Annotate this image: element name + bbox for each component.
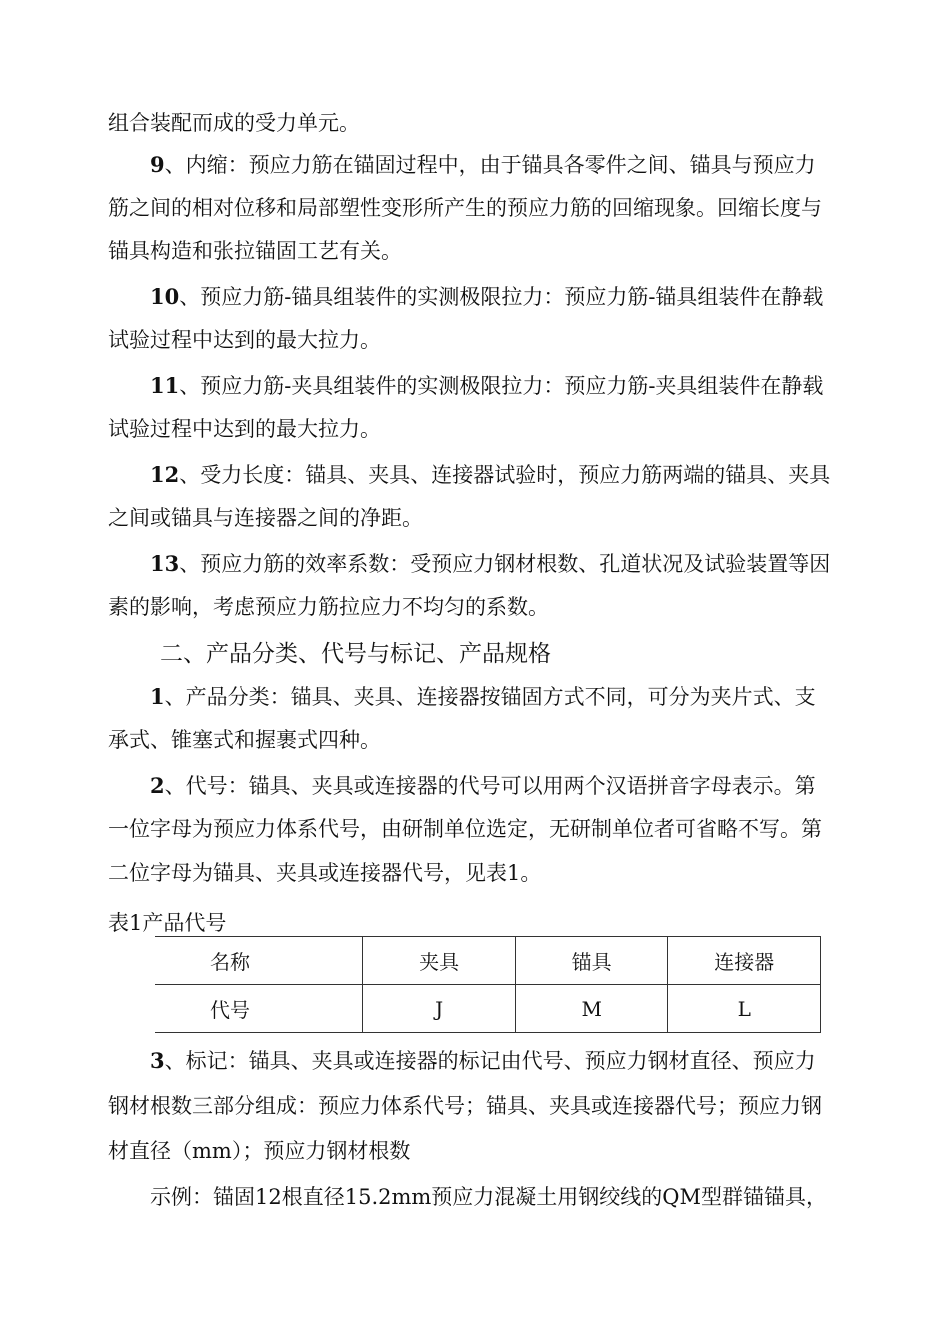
- item-number: 2: [150, 773, 165, 798]
- paragraph-line: 二位字母为锚具、夹具或连接器代号，见表1。: [108, 861, 542, 885]
- paragraph-line: 试验过程中达到的最大拉力。: [108, 417, 381, 441]
- paragraph-line: 之间或锚具与连接器之间的净距。: [108, 506, 423, 530]
- table-cell: 名称: [155, 937, 363, 985]
- table-cell: 夹具: [363, 937, 516, 985]
- table-header-row: [155, 937, 821, 985]
- table-cell: 代号: [155, 985, 363, 1033]
- paragraph-line: 试验过程中达到的最大拉力。: [108, 328, 381, 352]
- item-number: 10: [150, 284, 180, 309]
- item-number: 9: [150, 152, 165, 177]
- paragraph-line: 材直径（mm）；预应力钢材根数: [108, 1139, 411, 1163]
- paragraph-line: 1、产品分类：锚具、夹具、连接器按锚固方式不同，可分为夹片式、支: [150, 684, 816, 709]
- table-cell: M: [515, 985, 668, 1033]
- paragraph-line: 3、标记：锚具、夹具或连接器的标记由代号、预应力钢材直径、预应力: [150, 1048, 816, 1073]
- paragraph-line: 示例：锚固12根直径15.2mm预应力混凝土用钢绞线的QM型群锚锚具，: [150, 1185, 828, 1209]
- table-caption: 表1产品代号: [108, 911, 227, 935]
- paragraph-line: 承式、锥塞式和握裹式四种。: [108, 728, 381, 752]
- item-number: 11: [150, 373, 180, 398]
- table-cell: 锚具: [515, 937, 668, 985]
- paragraph-line: 2、代号：锚具、夹具或连接器的代号可以用两个汉语拼音字母表示。第: [150, 773, 816, 798]
- paragraph-line: 组合装配而成的受力单元。: [108, 111, 360, 135]
- paragraph-line: 12、受力长度：锚具、夹具、连接器试验时，预应力筋两端的锚具、夹具: [150, 462, 831, 487]
- table-cell: J: [363, 985, 516, 1033]
- product-code-table: [155, 936, 821, 1033]
- table-row: [155, 985, 821, 1033]
- paragraph-line: 11、预应力筋-夹具组装件的实测极限拉力：预应力筋-夹具组装件在静载: [150, 373, 824, 398]
- paragraph-line: 筋之间的相对位移和局部塑性变形所产生的预应力筋的回缩现象。回缩长度与: [108, 196, 822, 220]
- paragraph-line: 10、预应力筋-锚具组装件的实测极限拉力：预应力筋-锚具组装件在静载: [150, 284, 824, 309]
- section-heading: 二、产品分类、代号与标记、产品规格: [160, 641, 551, 667]
- item-number: 12: [150, 462, 180, 487]
- item-number: 3: [150, 1048, 165, 1073]
- table-cell: L: [668, 985, 821, 1033]
- paragraph-line: 锚具构造和张拉锚固工艺有关。: [108, 239, 402, 263]
- item-number: 1: [150, 684, 165, 709]
- table-cell: 连接器: [668, 937, 821, 985]
- paragraph-line: 钢材根数三部分组成：预应力体系代号；锚具、夹具或连接器代号；预应力钢: [108, 1094, 822, 1118]
- paragraph-line: 素的影响，考虑预应力筋拉应力不均匀的系数。: [108, 595, 549, 619]
- paragraph-line: 一位字母为预应力体系代号，由研制单位选定，无研制单位者可省略不写。第: [108, 817, 822, 841]
- paragraph-line: 9、内缩：预应力筋在锚固过程中，由于锚具各零件之间、锚具与预应力: [150, 152, 816, 177]
- item-number: 13: [150, 551, 180, 576]
- paragraph-line: 13、预应力筋的效率系数：受预应力钢材根数、孔道状况及试验装置等因: [150, 551, 831, 576]
